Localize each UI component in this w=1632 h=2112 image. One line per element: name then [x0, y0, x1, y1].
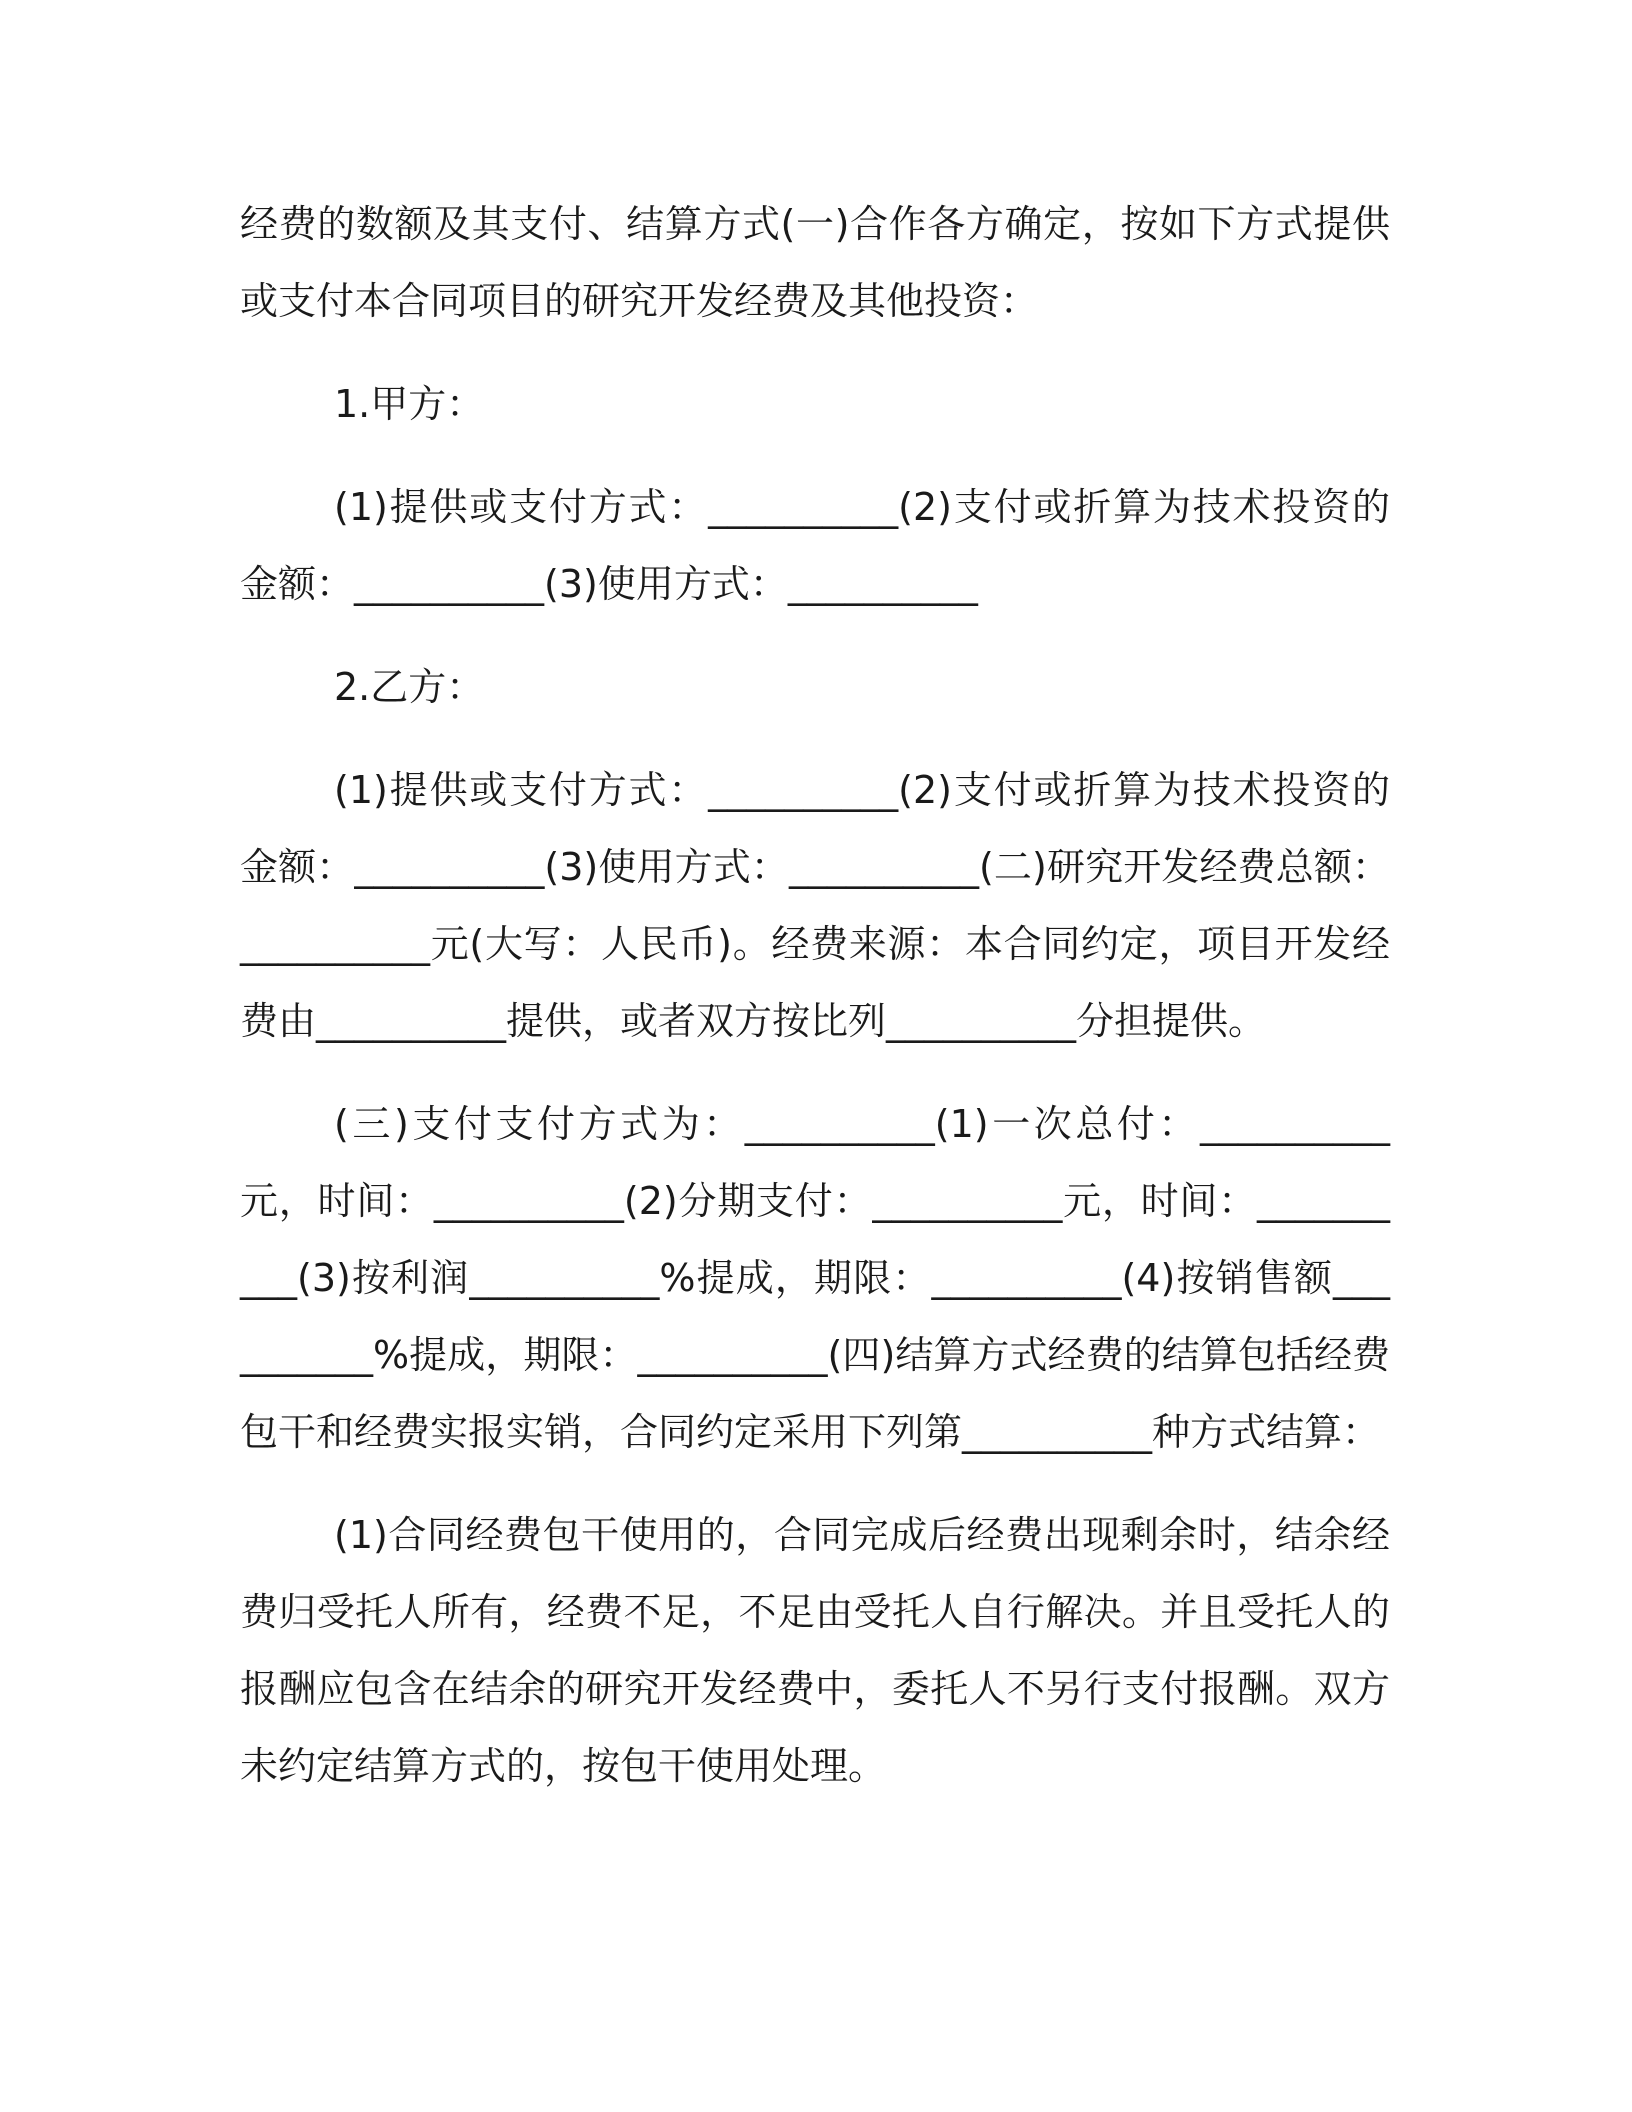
- paragraph-party-b-heading: 2.乙方：: [334, 665, 485, 709]
- paragraph-party-a-heading: 1.甲方：: [334, 382, 485, 426]
- paragraph-payment-methods: (三)支付支付方式为：__________(1)一次总付：__________元，时间：__________(2)分期支付：__________元，时间：__________(3)按利润__________%提成，期限：__________(4)按销售额__________%提成，期限：__________(四)结算方式经费的结算包括经费包干和经费实报实销，合同约定采用下列第__________种方式结算：: [240, 1102, 1390, 1454]
- paragraph-funding-intro: 经费的数额及其支付、结算方式(一)合作各方确定，按如下方式提供或支付本合同项目的研究开发经费及其他投资：: [240, 202, 1390, 323]
- document-page: [240, 186, 1390, 1805]
- paragraph-settlement-lump-sum: (1)合同经费包干使用的，合同完成后经费出现剩余时，结余经费归受托人所有，经费不足，不足由受托人自行解决。并且受托人的报酬应包含在结余的研究开发经费中，委托人不另行支付报酬。双方未约定结算方式的，按包干使用处理。: [240, 1513, 1390, 1788]
- paragraph-party-b-terms: (1)提供或支付方式：__________(2)支付或折算为技术投资的金额：__________(3)使用方式：__________(二)研究开发经费总额：__________元(大写：人民币)。经费来源：本合同约定，项目开发经费由__________提供，或者双方按比列__________分担提供。: [240, 768, 1390, 1043]
- paragraph-party-a-terms: (1)提供或支付方式：__________(2)支付或折算为技术投资的金额：__________(3)使用方式：__________: [240, 485, 1390, 606]
